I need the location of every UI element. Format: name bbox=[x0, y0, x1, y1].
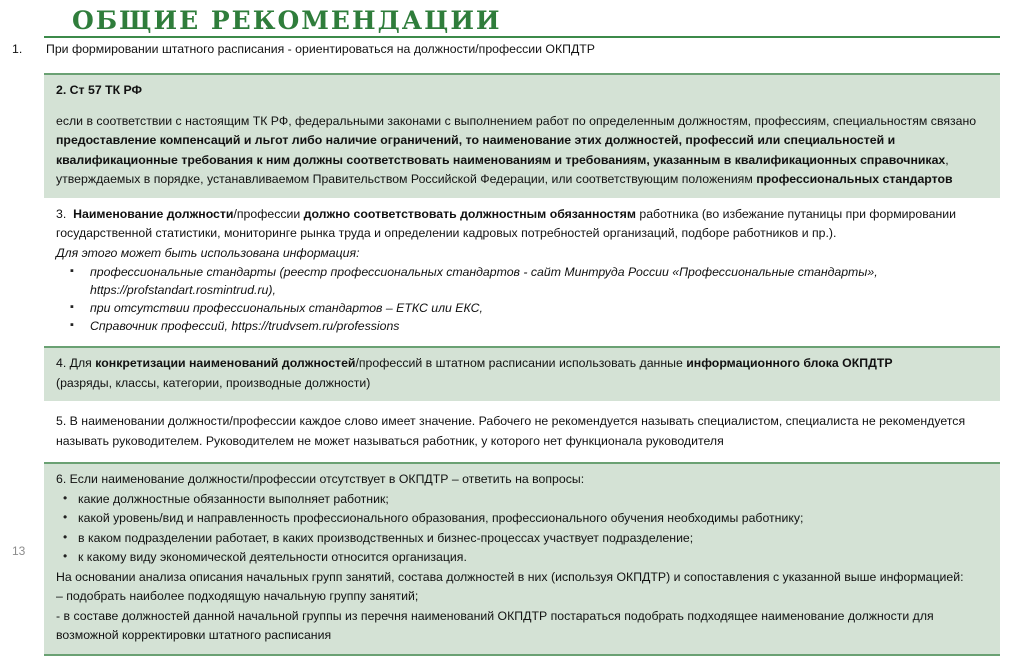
section-6-closing-3: - в составе должностей данной начальной группы из перечня наименований ОКПДТР постараться подобрать подходящее наименование должности для возможной корректировки штатного расписания bbox=[56, 608, 934, 642]
list-item: ▪ профессиональные стандарты (реестр профессиональных стандартов - сайт Минтруда России «Профессиональные стандарты», https://profstandart.rosmintrud.ru), bbox=[56, 263, 1000, 299]
page-number: 13 bbox=[12, 544, 26, 558]
section-3-bold-1: Наименование должности bbox=[73, 206, 234, 221]
section-4-bold-2: информационного блока ОКПДТР bbox=[686, 356, 893, 370]
section-3-source-list bbox=[56, 263, 1000, 335]
section-3-paragraph bbox=[56, 205, 1000, 244]
list-item: • к какому виду экономической деятельности относится организация. bbox=[56, 548, 988, 568]
section-3-text-1: /профессии bbox=[233, 206, 304, 221]
section-4-text-1: 4. Для bbox=[56, 356, 96, 370]
section-job-title-matching bbox=[56, 205, 1000, 336]
section-article-57-body bbox=[56, 112, 988, 190]
section-6-heading: 6. Если наименование должности/профессии отсутствует в ОКПДТР – ответить на вопросы: bbox=[56, 472, 585, 486]
section-6-closing-2: – подобрать наиболее подходящую начальную группу занятий; bbox=[56, 589, 419, 603]
list-item-1-text: При формировании штатного расписания - ориентироваться на должности/профессии ОКПДТР bbox=[46, 42, 596, 56]
list-item-1 bbox=[0, 40, 1024, 59]
spacer bbox=[0, 451, 1024, 462]
list-item: • какой уровень/вид и направленность профессионального образования, профессионального обучения необходимы работнику; bbox=[56, 509, 988, 529]
list-item-1-number: 1. bbox=[12, 42, 23, 56]
section-6-question-list bbox=[56, 490, 988, 568]
article-57-text-part-3: , утверждаемых в порядке, устанавливаемом Правительством Российской Федерации, или соответствующим положениям bbox=[56, 152, 949, 186]
section-article-57-heading: 2. Ст 57 ТК РФ bbox=[56, 83, 143, 97]
spacer bbox=[56, 101, 988, 112]
section-naming-rules bbox=[56, 412, 1000, 451]
section-okpdtr-detail bbox=[44, 346, 1000, 401]
section-3-bold-2: должно соответствовать должностным обязанностям bbox=[303, 206, 636, 221]
article-57-text-part-1: если в соответствии с настоящим ТК РФ, федеральными законами с выполнением работ по определенным должностям, профессиям, специальностям связано bbox=[56, 113, 977, 128]
section-4-line-1 bbox=[56, 354, 988, 374]
section-article-57 bbox=[44, 73, 1000, 198]
spacer bbox=[0, 401, 1024, 412]
title-divider bbox=[44, 36, 1000, 38]
list-item: ▪ при отсутствии профессиональных стандартов – ЕТКС или ЕКС, bbox=[56, 299, 1000, 317]
section-3-text-2: работника (во избежание путаницы при формировании государственной статистики, мониторинге рынка труда и определении кадровых потребностей организаций, подборе работников и пр.). bbox=[56, 206, 956, 240]
section-4-bold-1: конкретизации наименований должностей bbox=[95, 356, 356, 370]
section-3-number: 3. bbox=[56, 206, 67, 221]
section-6-closing-1: На основании анализа описания начальных групп занятий, состава должностей в них (используя ОКПДТР) и сопоставления с указанной выше информацией: bbox=[56, 569, 964, 584]
section-4-line-2: (разряды, классы, категории, производные должности) bbox=[56, 375, 371, 390]
article-57-text-part-2-bold: предоставление компенсаций и льгот либо наличие ограничений, то наименование этих должностей, профессий или специальностей и квалификационные требования к ним должны соответствовать наименованиям и требованиям, указанным в квалификационных справочниках bbox=[56, 133, 946, 167]
spacer bbox=[0, 335, 1024, 346]
article-57-text-part-4-bold: профессиональных стандартов bbox=[756, 172, 953, 186]
section-5-text: 5. В наименовании должности/профессии каждое слово имеет значение. Рабочего не рекомендуется называть специалистом, специалиста не рекомендуется называть руководителем. Руководителем не может называться работник, у которого нет функционала руководителя bbox=[56, 414, 966, 448]
spacer bbox=[0, 198, 1024, 205]
section-3-subheading: Для этого может быть использована информация: bbox=[56, 245, 360, 260]
list-item: • какие должностные обязанности выполняет работник; bbox=[56, 490, 988, 510]
section-4-text-2: /профессий в штатном расписании использовать данные bbox=[355, 356, 687, 370]
page-title: ОБЩИЕ РЕКОМЕНДАЦИИ bbox=[72, 6, 502, 35]
list-item: • в каком подразделении работает, в каких производственных и бизнес-процессах участвует подразделение; bbox=[56, 529, 988, 549]
list-item: ▪ Справочник профессий, https://trudvsem.ru/professions bbox=[56, 317, 1000, 335]
slide-content bbox=[0, 40, 1024, 656]
spacer bbox=[0, 59, 1024, 73]
section-missing-title-questions bbox=[44, 462, 1000, 656]
